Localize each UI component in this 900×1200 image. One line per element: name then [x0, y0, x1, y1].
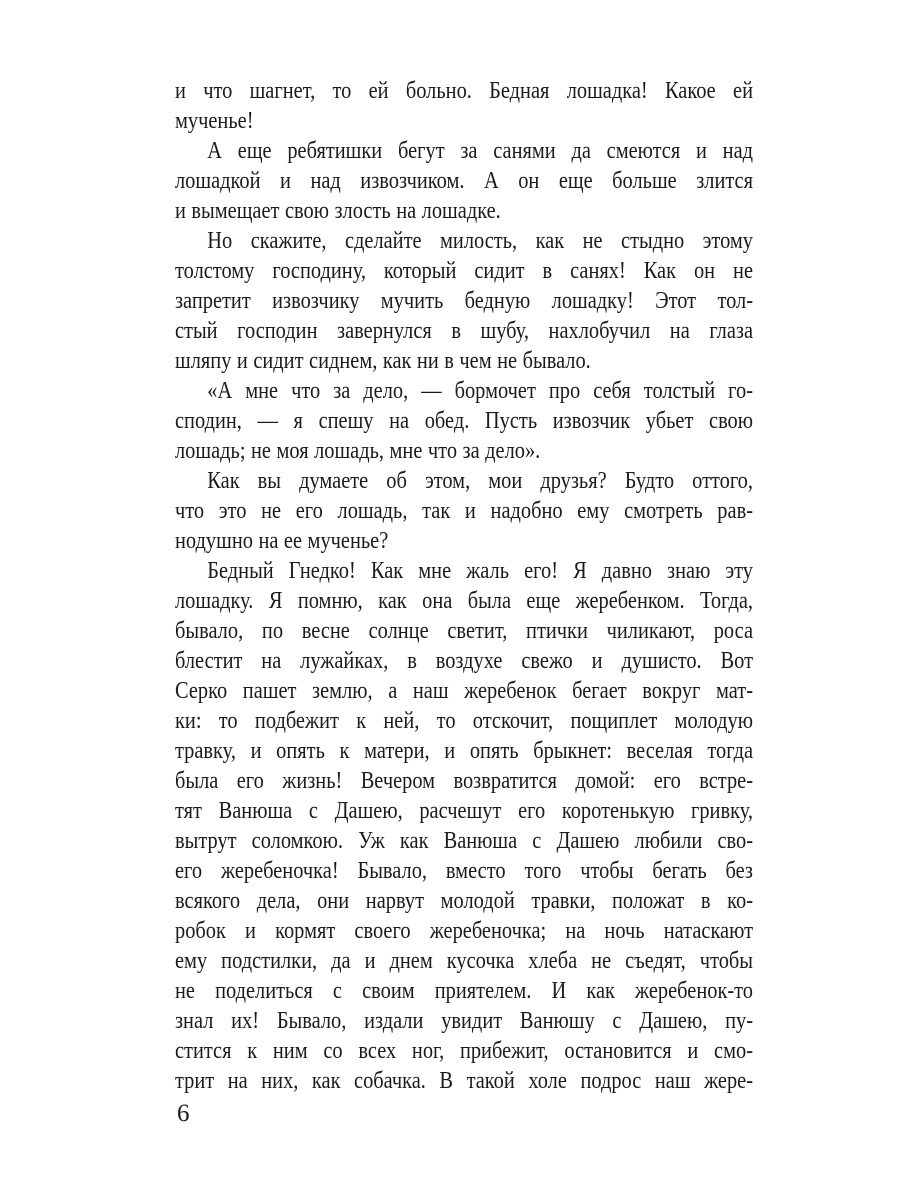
text-line: бывало, по весне солнце светит, птички чиликают, роса	[175, 618, 753, 644]
text-line: вытрут соломкою. Уж как Ванюша с Дашею любили сво-	[175, 828, 753, 854]
text-line: ки: то подбежит к ней, то отскочит, пощиплет молодую	[175, 708, 753, 734]
text-line: знал их! Бывало, издали увидит Ванюшу с Дашею, пу-	[175, 1008, 753, 1034]
text-line: Бедный Гнедко! Как мне жаль его! Я давно знаю эту	[207, 558, 753, 584]
text-line: всякого дела, они нарвут молодой травки, положат в ко-	[175, 888, 753, 914]
text-line: и что шагнет, то ей больно. Бедная лошадка! Какое ей	[175, 78, 753, 104]
text-line: стый господин завернулся в шубу, нахлобучил на глаза	[175, 318, 753, 344]
text-line: его жеребеночка! Бывало, вместо того чтобы бегать без	[175, 858, 753, 884]
text-line: трит на них, как собачка. В такой холе подрос наш жере-	[175, 1068, 753, 1094]
text-line: ему подстилки, да и днем кусочка хлеба не съедят, чтобы	[175, 948, 753, 974]
text-line: толстому господину, который сидит в санях! Как он не	[175, 258, 753, 284]
page-number: 6	[177, 1100, 190, 1127]
text-line: тят Ванюша с Дашею, расчешут его коротенькую гривку,	[175, 798, 753, 824]
text-line: лошадкой и над извозчиком. А он еще больше злится	[175, 168, 753, 194]
text-line: что это не его лошадь, так и надобно ему смотреть рав-	[175, 498, 753, 524]
text-line: лошадь; не моя лошадь, мне что за дело».	[175, 438, 541, 464]
text-line: лошадку. Я помню, как она была еще жеребенком. Тогда,	[175, 588, 753, 614]
text-line: Но скажите, сделайте милость, как не стыдно этому	[207, 228, 753, 254]
text-line: была его жизнь! Вечером возвратится домой: его встре-	[175, 768, 753, 794]
text-line: и вымещает свою злость на лошадке.	[175, 198, 501, 224]
text-line: Серко пашет землю, а наш жеребенок бегает вокруг мат-	[175, 678, 753, 704]
page-text-block	[175, 76, 753, 1096]
text-line: А еще ребятишки бегут за санями да смеются и над	[207, 138, 753, 164]
text-line: мученье!	[175, 108, 254, 134]
text-line: не поделиться с своим приятелем. И как жеребенок-то	[175, 978, 753, 1004]
text-line: робок и кормят своего жеребеночка; на ночь натаскают	[175, 918, 753, 944]
text-line: шляпу и сидит сиднем, как ни в чем не бывало.	[175, 348, 591, 374]
text-line: стится к ним со всех ног, прибежит, остановится и смо-	[175, 1038, 753, 1064]
text-line: Как вы думаете об этом, мои друзья? Будто оттого,	[207, 468, 753, 494]
text-line: запретит извозчику мучить бедную лошадку! Этот тол-	[175, 288, 753, 314]
text-line: травку, и опять к матери, и опять брыкнет: веселая тогда	[175, 738, 753, 764]
text-line: нодушно на ее мученье?	[175, 528, 389, 554]
text-line: блестит на лужайках, в воздухе свежо и душисто. Вот	[175, 648, 753, 674]
text-line: «А мне что за дело, — бормочет про себя толстый го-	[207, 378, 753, 404]
text-line: сподин, — я спешу на обед. Пусть извозчик убьет свою	[175, 408, 753, 434]
